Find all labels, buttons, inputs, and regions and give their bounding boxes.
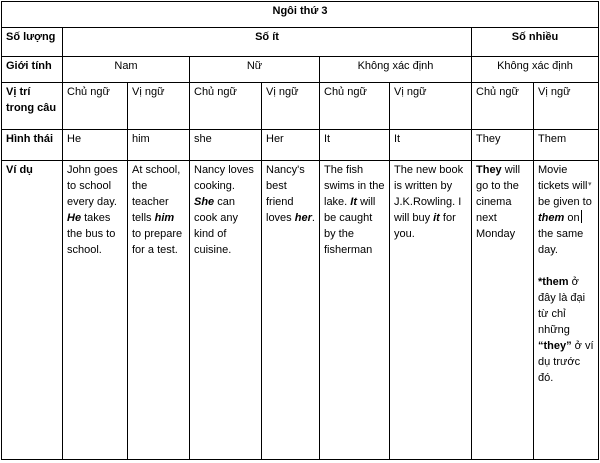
example-male-subject: John goes to school every day. He takes the bus to school. (63, 161, 128, 460)
example-it-object: The new book is written by J.K.Rowling. I will buy it for you. (390, 161, 472, 460)
row-label-example: Ví dụ (2, 161, 63, 460)
role-object-female: Vị ngữ (262, 83, 320, 130)
table-title: Ngôi thứ 3 (2, 2, 599, 28)
gender-female: Nữ (190, 57, 320, 83)
note-pronoun: *them (538, 276, 569, 288)
quantity-row (2, 28, 599, 57)
form-him: him (128, 130, 190, 161)
example-row (2, 161, 599, 460)
example-plural-object[interactable]: Movie tickets will be given to them on the same day. *them ở đây là đại từ chỉ những “they” ở ví dụ trước đó. (534, 161, 599, 460)
position-row (2, 83, 599, 130)
role-object-male: Vị ngữ (128, 83, 190, 130)
row-label-gender: Giới tính (2, 57, 63, 83)
example-pronoun: It (350, 196, 358, 208)
example-female-subject: Nancy loves cooking. She can cook any kind of cuisine. (190, 161, 262, 460)
row-label-position: Vị trí trong câu (2, 83, 63, 130)
pronoun-table (1, 1, 599, 460)
form-they: They (472, 130, 534, 161)
example-female-object: Nancy's best friend loves her. (262, 161, 320, 460)
example-pronoun: He (67, 212, 82, 224)
cell-menu-chevron-icon[interactable]: ▾ (588, 180, 592, 188)
example-pronoun: They (476, 164, 502, 176)
gender-unspecified-plural: Không xác định (472, 57, 599, 83)
role-object-it: Vị ngữ (390, 83, 472, 130)
example-plural-subject: They will go to the cinema next Monday (472, 161, 534, 460)
example-pronoun: She (194, 196, 215, 208)
form-them: Them (534, 130, 599, 161)
title-row (2, 2, 599, 28)
example-it-subject: The fish swims in the lake. It will be caught by the fisherman (320, 161, 390, 460)
example-male-object: At school, the teacher tells him to prepare for a test. (128, 161, 190, 460)
example-pronoun: it (433, 212, 440, 224)
form-her: Her (262, 130, 320, 161)
role-subject-plural: Chủ ngữ (472, 83, 534, 130)
quantity-plural: Số nhiều (472, 28, 599, 57)
text-cursor (581, 210, 582, 223)
role-subject-male: Chủ ngữ (63, 83, 128, 130)
form-he: He (63, 130, 128, 161)
gender-male: Nam (63, 57, 190, 83)
role-object-plural: Vị ngữ (534, 83, 599, 130)
role-subject-female: Chủ ngữ (190, 83, 262, 130)
row-label-quantity: Số lượng (2, 28, 63, 57)
form-it-object: It (390, 130, 472, 161)
form-row (2, 130, 599, 161)
example-pronoun: her (294, 212, 312, 224)
quantity-singular: Số ít (63, 28, 472, 57)
form-she: she (190, 130, 262, 161)
role-subject-it: Chủ ngữ (320, 83, 390, 130)
gender-unspecified: Không xác định (320, 57, 472, 83)
form-it-subject: It (320, 130, 390, 161)
example-pronoun: them (538, 212, 565, 224)
example-pronoun: him (154, 212, 175, 224)
row-label-form: Hình thái (2, 130, 63, 161)
gender-row (2, 57, 599, 83)
